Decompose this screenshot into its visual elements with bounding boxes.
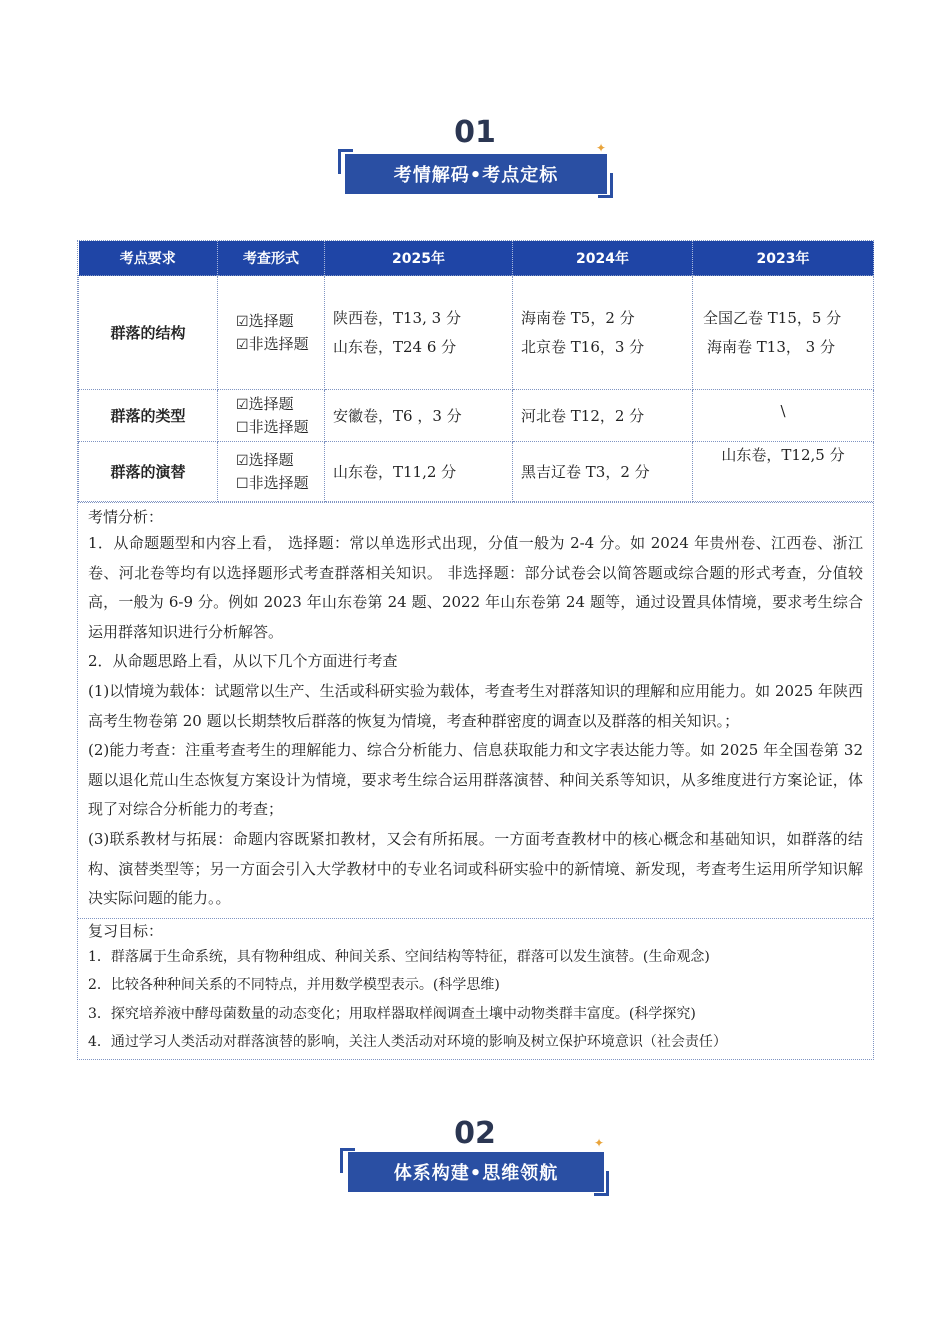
goals-section [78,918,873,1059]
table-row [79,390,874,442]
exam-entry: 河北卷 T12，2 分 [521,407,645,425]
analysis-paragraph: (2)能力考查：注重考查考生的理解能力、综合分析能力、信息获取能力和文字表达能力等。如 2025 年全国卷第 32 题以退化荒山生态恢复方案设计为情境，要求考生综合运用群落演替、种间关系等知识，从多维度进行方案论证，体现了对综合分析能力的考查； [88,741,863,819]
section-badge-01 [0,115,950,195]
exam-points-table [78,241,874,502]
year-2023-cell [693,390,874,442]
sparkle-icon: ✦ [596,141,607,155]
checkbox-icon: ☐ [236,419,249,436]
year-2024-cell [513,276,693,390]
form-label: 非选择题 [248,334,309,353]
form-label: 选择题 [248,394,294,413]
table-row [79,276,874,390]
header-cell: 2023年 [693,241,874,276]
section-badge-02 [0,1116,950,1196]
form-label: 选择题 [248,450,294,469]
year-2023-cell [693,276,874,390]
section-title: 考情解码•考点定标 [345,154,607,194]
header-cell: 考点要求 [79,241,218,276]
topic-cell: 群落的结构 [79,276,218,390]
form-cell [218,390,325,442]
form-label: 选择题 [248,311,294,330]
checkbox-icon: ☐ [236,475,249,492]
year-2024-cell [513,390,693,442]
header-cell: 2025年 [325,241,513,276]
form-label: 非选择题 [248,473,309,492]
topic-cell: 群落的演替 [79,442,218,502]
analysis-heading: 考情分析： [88,508,164,526]
exam-entry: 山东卷，T24 6 分 [333,337,457,356]
checkbox-icon: ☑ [236,452,249,469]
analysis-paragraph: 1．从命题题型和内容上看， 选择题：常以单选形式出现，分值一般为 2-4 分。如 2024 年贵州卷、江西卷、浙江卷、河北卷等均有以选择题形式考查群落相关知识。 非选择题：部分试卷会以简答题或综合题的形式考查，分值较高，一般为 6-9 分。例如 2023 年山东卷第 24 题、2022 年山东卷第 24 题等，通过设置具体情境，要求考生综合运用群落知识进行分析解答。 [88,534,863,641]
checkbox-icon: ☑ [236,396,249,413]
goal-item: 2．比较各种种间关系的不同特点，并用数学模型表示。(科学思维) [88,977,500,994]
form-label: 非选择题 [248,417,309,436]
table-header-row [79,241,874,276]
goal-item: 4．通过学习人类活动对群落演替的影响，关注人类活动对环境的影响及树立保护环境意识（社会责任） [88,1034,727,1051]
exam-entry: 安徽卷，T6 ，3 分 [333,407,462,425]
checkbox-icon: ☑ [236,336,249,353]
goals-heading: 复习目标： [88,921,164,940]
exam-entry: 海南卷 T13， 3 分 [707,337,835,356]
exam-entry: 山东卷，T11,2 分 [333,463,457,481]
bracket-decoration [594,1171,609,1196]
exam-analysis-frame [77,240,874,1060]
section-number: 01 [454,115,496,150]
goal-item: 1．群落属于生命系统，具有物种组成、种间关系、空间结构等特征，群落可以发生演替。(生命观念) [88,948,710,965]
exam-entry: 山东卷，T12,5 分 [721,446,845,464]
bracket-decoration [598,173,613,198]
form-cell [218,442,325,502]
year-2023-cell [693,442,874,502]
year-2025-cell [325,390,513,442]
exam-entry: 黑吉辽卷 T3，2 分 [521,463,650,481]
form-cell [218,276,325,390]
analysis-paragraph: (3)联系教材与拓展：命题内容既紧扣教材，又会有所拓展。一方面考查教材中的核心概念和基础知识，如群落的结构、演替类型等；另一方面会引入大学教材中的专业名词或科研实验中的新情境、新发现，考查考生运用所学知识解决实际问题的能力。。 [88,829,863,908]
header-cell: 考查形式 [218,241,325,276]
table-row [79,442,874,502]
exam-entry: \ [780,401,786,420]
exam-entry: 海南卷 T5，2 分 [521,308,635,327]
exam-entry: 北京卷 T16，3 分 [521,337,645,356]
analysis-section [78,502,873,918]
year-2024-cell [513,442,693,502]
year-2025-cell [325,276,513,390]
analysis-paragraph: (1)以情境为载体：试题常以生产、生活或科研实验为载体，考查考生对群落知识的理解和应用能力。如 2025 年陕西高考生物卷第 20 题以长期禁牧后群落的恢复为情境，考查种群密度的调查以及群落的相关知识。； [88,681,863,730]
section-title: 体系构建•思维领航 [348,1152,604,1192]
year-2025-cell [325,442,513,502]
goal-item: 3．探究培养液中酵母菌数量的动态变化；用取样器取样阀调查土壤中动物类群丰富度。(科学探究) [88,1005,696,1022]
topic-cell: 群落的类型 [79,390,218,442]
analysis-paragraph: 2．从命题思路上看，从以下几个方面进行考查 [88,652,398,671]
checkbox-icon: ☑ [236,313,249,330]
exam-entry: 陕西卷，T13, 3 分 [333,308,461,327]
exam-entry: 全国乙卷 T15，5 分 [703,308,842,327]
header-cell: 2024年 [513,241,693,276]
section-number: 02 [454,1116,496,1151]
sparkle-icon: ✦ [594,1136,605,1150]
